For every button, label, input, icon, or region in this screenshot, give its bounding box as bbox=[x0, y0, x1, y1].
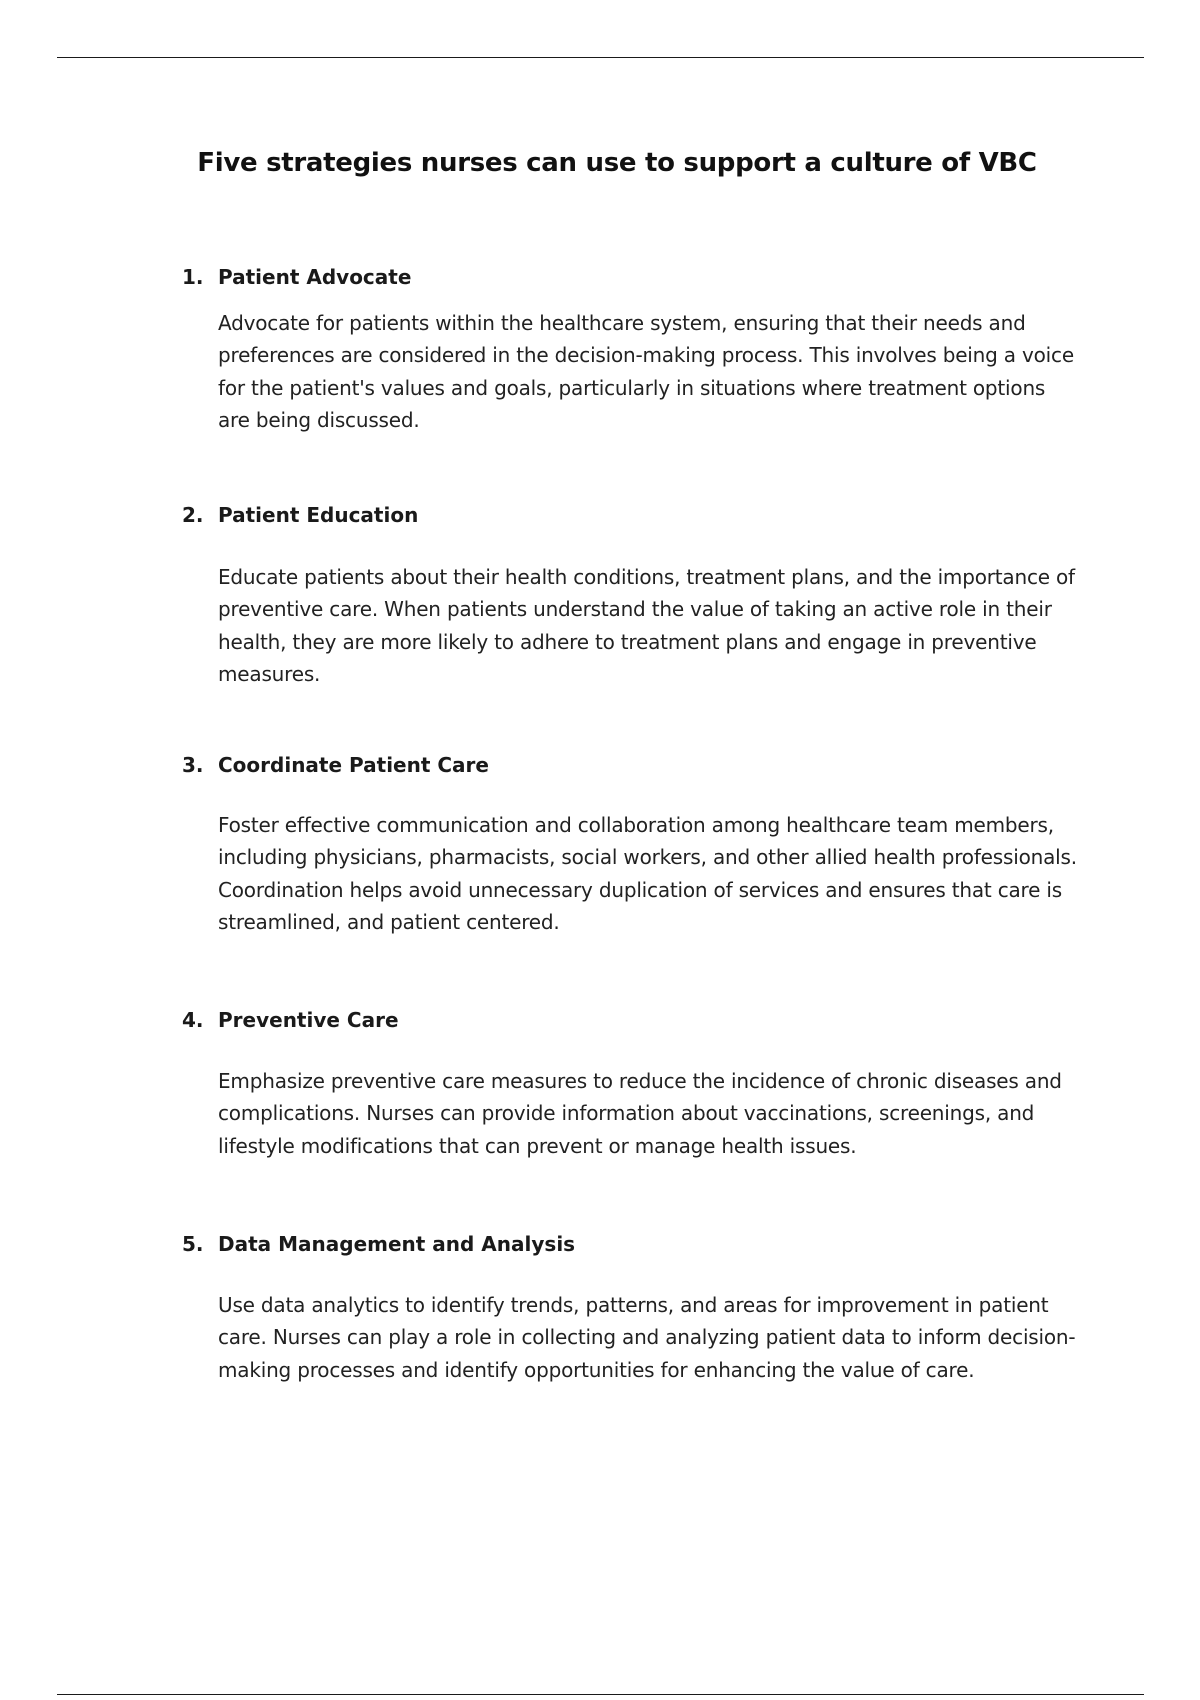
item-heading-text: Preventive Care bbox=[218, 1008, 399, 1032]
item-heading-text: Coordinate Patient Care bbox=[218, 753, 489, 777]
item-body: Foster effective communication and collaboration among healthcare team members, including physicians, pharmacists, social workers, and other allied health professionals. Coordination helps avoid unnecessary duplication of services and ensures that care is streamlined, and patient centered. bbox=[218, 813, 1077, 934]
item-heading bbox=[182, 503, 1082, 527]
list-item-preventive-care bbox=[182, 1008, 1082, 1162]
item-body: Advocate for patients within the healthcare system, ensuring that their needs and preferences are considered in the decision-making process. This involves being a voice for the patient's values and goals, particularly in situations where treatment options are being discussed. bbox=[218, 311, 1074, 432]
item-number: 1. bbox=[182, 265, 204, 289]
list-item-data-management bbox=[182, 1232, 1082, 1386]
item-number: 4. bbox=[182, 1008, 204, 1032]
item-heading-text: Patient Education bbox=[218, 503, 419, 527]
item-body: Educate patients about their health conditions, treatment plans, and the importance of preventive care. When patients understand the value of taking an active role in their health, they are more likely to adhere to treatment plans and engage in preventive measures. bbox=[218, 565, 1075, 686]
list-item-patient-advocate bbox=[182, 265, 1082, 436]
list-item-coordinate-patient-care bbox=[182, 753, 1082, 938]
header-rule bbox=[57, 57, 1144, 58]
item-heading bbox=[182, 1232, 1082, 1256]
item-number: 5. bbox=[182, 1232, 204, 1256]
footer-rule bbox=[57, 1694, 1144, 1695]
document-title: Five strategies nurses can use to support a culture of VBC bbox=[197, 148, 1037, 178]
item-body: Use data analytics to identify trends, patterns, and areas for improvement in patient care. Nurses can play a role in collecting and analyzing patient data to inform decision-making processes and identify opportunities for enhancing the value of care. bbox=[218, 1293, 1076, 1382]
item-heading bbox=[182, 1008, 1082, 1032]
item-number: 3. bbox=[182, 753, 204, 777]
item-heading bbox=[182, 753, 1082, 777]
item-heading-text: Data Management and Analysis bbox=[218, 1232, 576, 1256]
list-item-patient-education bbox=[182, 503, 1082, 690]
item-body: Emphasize preventive care measures to reduce the incidence of chronic diseases and complications. Nurses can provide information about vaccinations, screenings, and lifestyle modifications that can prevent or manage health issues. bbox=[218, 1069, 1062, 1158]
item-heading bbox=[182, 265, 1082, 289]
item-number: 2. bbox=[182, 503, 204, 527]
item-heading-text: Patient Advocate bbox=[218, 265, 412, 289]
